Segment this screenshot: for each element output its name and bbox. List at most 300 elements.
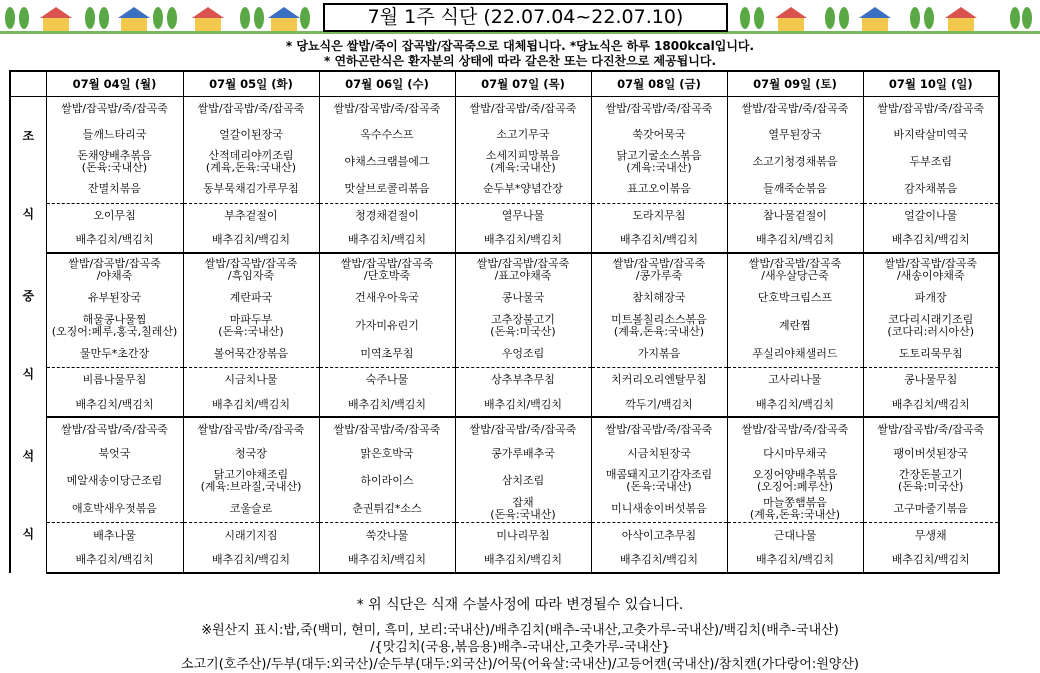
dish-name: 쌀밥/잡곡밥/죽/잡곡죽 bbox=[741, 422, 849, 436]
menu-cell bbox=[591, 203, 727, 228]
menu-cell bbox=[46, 341, 183, 367]
meal-label-char: 식 bbox=[22, 207, 35, 221]
menu-cell bbox=[591, 285, 727, 311]
menu-cell bbox=[319, 441, 455, 466]
menu-cell bbox=[46, 549, 183, 573]
menu-cell bbox=[727, 393, 863, 417]
menu-cell bbox=[183, 285, 319, 311]
menu-cell bbox=[183, 549, 319, 573]
menu-cell bbox=[183, 496, 319, 522]
dish-name: 쌀밥/잡곡밥/죽/잡곡죽 bbox=[469, 102, 577, 116]
dish-name: 들깨죽순볶음 bbox=[763, 182, 827, 196]
menu-cell bbox=[455, 441, 591, 466]
dish-name: 쌀밥/잡곡밥/잡곡죽 bbox=[204, 256, 298, 270]
day-header: 07월 08일 (금) bbox=[591, 71, 727, 97]
menu-cell bbox=[319, 285, 455, 311]
dish-name: 오이무침 bbox=[93, 208, 136, 222]
menu-cell bbox=[183, 97, 319, 122]
dish-name: 쌀밥/잡곡밥/죽/잡곡죽 bbox=[197, 102, 305, 116]
menu-cell bbox=[863, 121, 999, 148]
menu-cell bbox=[455, 285, 591, 311]
dish-name: 코울슬로 bbox=[229, 502, 273, 516]
dish-name: 가자미유린기 bbox=[355, 319, 419, 332]
menu-cell bbox=[591, 311, 727, 341]
meal-label-char: 조 bbox=[22, 129, 35, 143]
dish-name: 쌀밥/잡곡밥/죽/잡곡죽 bbox=[197, 422, 305, 436]
dish-name: 배추김치/백김치 bbox=[75, 553, 154, 567]
menu-cell bbox=[455, 97, 591, 122]
menu-cell bbox=[319, 393, 455, 417]
lunch-row bbox=[10, 253, 999, 285]
breakfast-row bbox=[10, 148, 999, 176]
dinner-row bbox=[10, 417, 999, 441]
dish-name: 단호박크림스프 bbox=[757, 291, 833, 304]
menu-cell bbox=[46, 253, 183, 285]
dish-name: 산적데리야끼조림 bbox=[208, 149, 294, 163]
menu-cell bbox=[591, 148, 727, 176]
menu-cell bbox=[46, 203, 183, 228]
menu-cell bbox=[727, 341, 863, 367]
dish-name: 숙주나물 bbox=[365, 373, 409, 387]
dish-name: 마늘쫑햄볶음 bbox=[763, 496, 827, 510]
dish-name: 물만두*초간장 bbox=[79, 346, 150, 360]
dish-name: 하이라이스 bbox=[360, 474, 414, 488]
day-header: 07월 05일 (화) bbox=[183, 71, 319, 97]
dish-origin: (계육:브라질,국내산) bbox=[200, 480, 302, 494]
dish-name: 미니새송이버섯볶음 bbox=[611, 502, 707, 516]
menu-cell bbox=[183, 441, 319, 466]
header-corner bbox=[10, 71, 46, 97]
menu-cell bbox=[46, 523, 183, 549]
menu-cell bbox=[727, 367, 863, 393]
dish-origin: /단호박죽 bbox=[363, 268, 411, 282]
breakfast-row bbox=[10, 203, 999, 228]
dish-origin: (돈육:국내산) bbox=[490, 508, 556, 522]
breakfast-row bbox=[10, 97, 999, 122]
day-header: 07월 09일 (토) bbox=[727, 71, 863, 97]
menu-cell bbox=[727, 176, 863, 203]
dish-name: 쌀밥/잡곡밥/죽/잡곡죽 bbox=[333, 102, 441, 116]
lunch-row bbox=[10, 367, 999, 393]
dish-name: 팽이버섯된장국 bbox=[893, 446, 968, 460]
dish-name: 배추김치/백김치 bbox=[619, 553, 699, 567]
menu-cell bbox=[455, 393, 591, 417]
page-title: 7월 1주 식단 (22.07.04~22.07.10) bbox=[323, 3, 728, 32]
origin-line: 소고기(호주산)/두부(대두:외국산)/순두부(대두:외국산)/어묵(어육살:국내산)/고등어캔(국내산)/참치캔(가다랑어:원양산) bbox=[181, 657, 859, 672]
dish-name: 쌀밥/잡곡밥/잡곡죽 bbox=[476, 256, 570, 270]
menu-cell bbox=[591, 417, 727, 441]
dish-name: 배추김치/백김치 bbox=[347, 233, 427, 247]
day-header: 07월 04일 (월) bbox=[46, 71, 183, 97]
menu-cell bbox=[727, 549, 863, 573]
dish-name: 치커리오리엔탈무침 bbox=[611, 373, 707, 387]
meal-label-char: 중 bbox=[22, 289, 35, 303]
lunch-row bbox=[10, 341, 999, 367]
menu-cell bbox=[863, 466, 999, 496]
meal-label-char: 식 bbox=[22, 367, 35, 381]
day-header-row bbox=[10, 71, 999, 97]
dish-name: 동부묵채김가루무침 bbox=[203, 182, 299, 196]
dish-origin: /흑임자죽 bbox=[227, 268, 275, 282]
lunch-row bbox=[10, 311, 999, 341]
dish-name: 배추김치/백김치 bbox=[483, 233, 563, 247]
dish-name: 무생채 bbox=[914, 528, 947, 542]
lunch-row bbox=[10, 285, 999, 311]
dish-name: 배추김치/백김치 bbox=[347, 397, 427, 411]
dish-name: 배추김치/백김치 bbox=[211, 397, 291, 411]
change-notice: * 위 식단은 식재 수불사정에 따라 변경될수 있습니다. bbox=[356, 597, 684, 613]
dish-origin: /새송이야채죽 bbox=[897, 268, 965, 282]
menu-cell bbox=[183, 121, 319, 148]
dish-name: 소고기청경채볶음 bbox=[752, 155, 838, 169]
dish-name: 배추김치/백김치 bbox=[75, 233, 154, 247]
breakfast-row bbox=[10, 228, 999, 253]
menu-cell bbox=[727, 203, 863, 228]
menu-cell bbox=[455, 496, 591, 522]
dish-name: 잡채 bbox=[512, 496, 534, 510]
menu-cell bbox=[727, 228, 863, 253]
dish-name: 참나물겉절이 bbox=[763, 208, 827, 222]
dish-name: 시금치된장국 bbox=[627, 446, 691, 460]
menu-cell bbox=[46, 311, 183, 341]
menu-cell bbox=[319, 148, 455, 176]
menu-cell bbox=[319, 523, 455, 549]
menu-cell bbox=[727, 496, 863, 522]
dinner-label bbox=[10, 417, 46, 573]
menu-cell bbox=[455, 203, 591, 228]
menu-cell bbox=[183, 367, 319, 393]
menu-cell bbox=[319, 203, 455, 228]
dish-name: 콩나물국 bbox=[501, 291, 545, 304]
menu-cell bbox=[319, 97, 455, 122]
menu-cell bbox=[319, 228, 455, 253]
dish-name: 미트볼칠리소스볶음 bbox=[611, 313, 707, 326]
menu-cell bbox=[319, 176, 455, 203]
dish-origin: (계육,돈육:국내산) bbox=[613, 325, 705, 338]
dish-name: 돈채양배추볶음 bbox=[77, 149, 152, 163]
menu-cell bbox=[183, 148, 319, 176]
menu-cell bbox=[591, 176, 727, 203]
dish-name: 배추김치/백김치 bbox=[483, 397, 563, 411]
menu-cell bbox=[455, 121, 591, 148]
dish-name: 얼갈이된장국 bbox=[219, 127, 283, 141]
dish-origin: (계육,돈육:국내산) bbox=[205, 161, 297, 175]
dish-name: 코다리시래기조림 bbox=[888, 313, 974, 326]
dish-name: 계란파국 bbox=[229, 291, 273, 304]
menu-cell bbox=[183, 203, 319, 228]
menu-cell bbox=[863, 311, 999, 341]
menu-cell bbox=[863, 253, 999, 285]
menu-cell bbox=[319, 466, 455, 496]
menu-cell bbox=[863, 148, 999, 176]
dish-name: 고사리나물 bbox=[768, 373, 822, 387]
menu-cell bbox=[319, 367, 455, 393]
dish-name: 쌀밥/잡곡밥/죽/잡곡죽 bbox=[469, 422, 577, 436]
dish-name: 쌀밥/잡곡밥/죽/잡곡죽 bbox=[61, 102, 168, 116]
menu-cell bbox=[591, 341, 727, 367]
dish-name: 볼어묵간장볶음 bbox=[213, 346, 289, 360]
menu-cell bbox=[455, 311, 591, 341]
menu-cell bbox=[46, 121, 183, 148]
dish-name: 두부조림 bbox=[909, 155, 952, 169]
dish-name: 야채스크램블에그 bbox=[344, 155, 430, 169]
menu-cell bbox=[46, 228, 183, 253]
dish-name: 미나리무침 bbox=[496, 528, 550, 542]
menu-cell bbox=[863, 97, 999, 122]
menu-cell bbox=[183, 523, 319, 549]
dinner-row bbox=[10, 496, 999, 522]
dish-origin: (계육,돈육:국내산) bbox=[749, 508, 841, 522]
menu-cell bbox=[591, 466, 727, 496]
menu-cell bbox=[319, 496, 455, 522]
dish-name: 푸실리야채샐러드 bbox=[752, 346, 838, 360]
dish-name: 쌀밥/잡곡밥/죽/잡곡죽 bbox=[605, 422, 713, 436]
dish-name: 쌀밥/잡곡밥/죽/잡곡죽 bbox=[877, 102, 985, 116]
meal-label-char: 석 bbox=[22, 449, 35, 463]
dish-origin: (돈육:국내산) bbox=[81, 161, 148, 175]
dish-name: 배추김치/백김치 bbox=[619, 233, 699, 247]
dish-name: 청경채겉절이 bbox=[355, 208, 419, 222]
dish-name: 삼치조림 bbox=[501, 474, 545, 488]
dish-name: 청국장 bbox=[235, 446, 267, 460]
breakfast-row bbox=[10, 176, 999, 203]
menu-cell bbox=[46, 148, 183, 176]
menu-cell bbox=[319, 253, 455, 285]
origin-line: ※원산지 표시:밥,죽(백미, 현미, 흑미, 보리:국내산)/배추김치(배추-국내산,고춧가루-국내산)/백김치(배추-국내산) bbox=[201, 623, 839, 638]
menu-cell bbox=[455, 148, 591, 176]
dish-name: 소세지피망볶음 bbox=[485, 149, 561, 163]
dish-name: 아삭이고추무침 bbox=[621, 528, 697, 542]
menu-cell bbox=[46, 393, 183, 417]
dish-name: 배추김치/백김치 bbox=[755, 553, 835, 567]
dish-name: 마파두부 bbox=[229, 313, 273, 326]
menu-cell bbox=[591, 97, 727, 122]
menu-cell bbox=[863, 496, 999, 522]
menu-cell bbox=[727, 417, 863, 441]
dish-origin: (돈육:국내산) bbox=[626, 480, 692, 494]
dish-name: 콩나물무침 bbox=[904, 373, 958, 387]
menu-cell bbox=[863, 523, 999, 549]
dinner-row bbox=[10, 549, 999, 573]
dish-name: 배추김치/백김치 bbox=[483, 553, 563, 567]
menu-cell bbox=[863, 285, 999, 311]
menu-cell bbox=[863, 441, 999, 466]
menu-cell bbox=[46, 367, 183, 393]
menu-cell bbox=[727, 285, 863, 311]
dish-name: 시금치나물 bbox=[224, 373, 278, 387]
dish-origin: (돈육:미국산) bbox=[490, 325, 556, 338]
dish-name: 들깨느타리국 bbox=[82, 127, 147, 141]
menu-cell bbox=[591, 496, 727, 522]
dish-origin: (오징어:페루산) bbox=[756, 480, 834, 494]
dish-name: 매콤돼지고기감자조림 bbox=[605, 468, 713, 482]
dish-name: 닭고기야채조림 bbox=[213, 468, 289, 482]
dish-name: 참치해장국 bbox=[632, 291, 686, 304]
notice-diabetic: * 당뇨식은 쌀밥/죽이 잡곡밥/잡곡죽으로 대체됩니다. *당뇨식은 하루 1800kcal입니다. bbox=[285, 39, 755, 53]
meal-label-char: 식 bbox=[22, 527, 35, 541]
day-header: 07월 07일 (목) bbox=[455, 71, 591, 97]
dish-name: 애호박새우젓볶음 bbox=[71, 502, 157, 516]
dish-name: 간장돈불고기 bbox=[898, 468, 963, 482]
menu-cell bbox=[591, 367, 727, 393]
menu-cell bbox=[183, 393, 319, 417]
menu-cell bbox=[46, 496, 183, 522]
menu-cell bbox=[46, 441, 183, 466]
dish-name: 깍두기/백김치 bbox=[625, 397, 693, 411]
menu-cell bbox=[863, 228, 999, 253]
dish-name: 도토리묵무침 bbox=[898, 346, 963, 360]
menu-cell bbox=[183, 228, 319, 253]
dish-name: 배추김치/백김치 bbox=[347, 553, 427, 567]
dish-name: 배추김치/백김치 bbox=[891, 397, 970, 411]
trees-houses-decoration-left bbox=[0, 4, 318, 34]
trees-houses-decoration-right bbox=[735, 4, 1035, 34]
dish-name: 닭고기굴소스볶음 bbox=[616, 149, 702, 163]
notice-dysphagia: * 연하곤란식은 환자분의 상태에 따라 갈은찬 또는 다진찬으로 제공됩니다. bbox=[323, 54, 717, 68]
dish-name: 춘권튀김*소스 bbox=[352, 502, 422, 516]
dish-name: 메알새송이당근조림 bbox=[66, 474, 163, 488]
dish-origin: /야채죽 bbox=[96, 268, 133, 282]
lunch-label bbox=[10, 253, 46, 417]
dish-name: 북엇국 bbox=[98, 446, 131, 460]
menu-cell bbox=[183, 253, 319, 285]
dish-name: 쑥갓어묵국 bbox=[632, 127, 686, 141]
dish-name: 쌀밥/잡곡밥/죽/잡곡죽 bbox=[605, 102, 713, 116]
menu-cell bbox=[46, 176, 183, 203]
menu-cell bbox=[455, 253, 591, 285]
menu-cell bbox=[183, 341, 319, 367]
dish-name: 쌀밥/잡곡밥/죽/잡곡죽 bbox=[741, 102, 849, 116]
dish-name: 쌀밥/잡곡밥/죽/잡곡죽 bbox=[333, 422, 441, 436]
dish-name: 다시마무채국 bbox=[763, 446, 827, 460]
menu-cell bbox=[863, 393, 999, 417]
weekly-menu-table bbox=[9, 70, 1000, 574]
day-header: 07월 06일 (수) bbox=[319, 71, 455, 97]
menu-cell bbox=[455, 367, 591, 393]
dish-origin: (코다리:러시아산) bbox=[887, 325, 975, 338]
dish-name: 미역초무침 bbox=[360, 346, 414, 360]
dish-name: 오징어양배추볶음 bbox=[752, 468, 838, 482]
dish-name: 열무나물 bbox=[501, 208, 545, 222]
dish-name: 가지볶음 bbox=[637, 346, 681, 360]
menu-cell bbox=[455, 417, 591, 441]
menu-cell bbox=[319, 341, 455, 367]
lunch-row bbox=[10, 393, 999, 417]
dish-name: 쌀밥/잡곡밥/죽/잡곡죽 bbox=[877, 422, 985, 436]
dish-name: 부추겉절이 bbox=[224, 208, 278, 222]
dish-name: 우엉조림 bbox=[501, 346, 545, 360]
dish-name: 표고오이볶음 bbox=[627, 182, 691, 196]
menu-cell bbox=[591, 523, 727, 549]
menu-cell bbox=[46, 97, 183, 122]
menu-cell bbox=[727, 97, 863, 122]
menu-cell bbox=[863, 367, 999, 393]
breakfast-label bbox=[10, 97, 46, 254]
menu-cell bbox=[591, 121, 727, 148]
menu-cell bbox=[727, 253, 863, 285]
menu-cell bbox=[455, 549, 591, 573]
menu-cell bbox=[727, 311, 863, 341]
menu-cell bbox=[183, 417, 319, 441]
menu-cell bbox=[183, 311, 319, 341]
dish-name: 감자채볶음 bbox=[904, 182, 958, 196]
day-header: 07월 10일 (일) bbox=[863, 71, 999, 97]
menu-cell bbox=[455, 228, 591, 253]
menu-cell bbox=[727, 466, 863, 496]
menu-cell bbox=[727, 121, 863, 148]
menu-cell bbox=[727, 148, 863, 176]
menu-cell bbox=[319, 549, 455, 573]
dish-name: 쑥갓나물 bbox=[365, 528, 409, 542]
menu-cell bbox=[455, 523, 591, 549]
dish-origin: /표고야채죽 bbox=[494, 268, 552, 282]
dish-name: 배추김치/백김치 bbox=[211, 553, 291, 567]
menu-cell bbox=[46, 285, 183, 311]
dish-name: 옥수수스프 bbox=[360, 127, 414, 141]
dish-name: 배추김치/백김치 bbox=[755, 397, 835, 411]
dish-name: 도라지무침 bbox=[632, 208, 686, 222]
dish-name: 건새우아욱국 bbox=[355, 291, 419, 304]
origin-line: /{맛김치(국용,볶음용)배추-국내산,고춧가루-국내산} bbox=[370, 640, 670, 655]
dish-origin: (돈육:국내산) bbox=[218, 325, 284, 338]
menu-cell bbox=[319, 311, 455, 341]
dish-name: 배추김치/백김치 bbox=[755, 233, 835, 247]
dish-name: 잔멸치볶음 bbox=[87, 182, 142, 196]
menu-cell bbox=[591, 393, 727, 417]
menu-cell bbox=[591, 228, 727, 253]
menu-cell bbox=[455, 341, 591, 367]
dish-name: 고추장불고기 bbox=[491, 313, 555, 326]
dish-name: 근대나물 bbox=[773, 528, 817, 542]
menu-cell bbox=[455, 466, 591, 496]
menu-cell bbox=[46, 466, 183, 496]
menu-cell bbox=[319, 417, 455, 441]
dish-origin: (계육:국내산) bbox=[490, 161, 556, 175]
dish-name: 배추김치/백김치 bbox=[211, 233, 291, 247]
dish-origin: /새우살당근죽 bbox=[761, 268, 829, 282]
dish-name: 배추김치/백김치 bbox=[891, 553, 970, 567]
dish-name: 콩가루배추국 bbox=[491, 446, 555, 460]
dish-name: 쌀밥/잡곡밥/잡곡죽 bbox=[748, 256, 842, 270]
dish-origin: /콩가루죽 bbox=[635, 268, 683, 282]
dish-name: 배추김치/백김치 bbox=[75, 397, 154, 411]
menu-cell bbox=[183, 176, 319, 203]
dish-name: 소고기무국 bbox=[496, 127, 550, 141]
dish-name: 바지락살미역국 bbox=[893, 127, 968, 141]
menu-cell bbox=[863, 176, 999, 203]
dish-name: 고구마줄기볶음 bbox=[893, 502, 968, 516]
menu-cell bbox=[863, 417, 999, 441]
dish-name: 쌀밥/잡곡밥/잡곡죽 bbox=[884, 256, 977, 270]
dish-name: 쌀밥/잡곡밥/잡곡죽 bbox=[612, 256, 706, 270]
menu-cell bbox=[863, 341, 999, 367]
dish-name: 얼갈이나물 bbox=[904, 208, 958, 222]
dish-name: 쌀밥/잡곡밥/잡곡죽 bbox=[340, 256, 434, 270]
dinner-row bbox=[10, 466, 999, 496]
dish-name: 배추나물 bbox=[93, 528, 136, 542]
dish-name: 맛살브로콜리볶음 bbox=[344, 182, 430, 196]
menu-cell bbox=[727, 441, 863, 466]
dish-origin: (돈육:미국산) bbox=[898, 480, 964, 494]
menu-cell bbox=[591, 549, 727, 573]
dish-name: 배추김치/백김치 bbox=[891, 233, 970, 247]
dish-name: 순두부*양념간장 bbox=[483, 182, 563, 196]
dish-name: 해물콩나물찜 bbox=[82, 313, 147, 326]
menu-cell bbox=[319, 121, 455, 148]
menu-cell bbox=[591, 253, 727, 285]
dish-name: 비름나물무침 bbox=[82, 373, 147, 387]
menu-cell bbox=[46, 417, 183, 441]
